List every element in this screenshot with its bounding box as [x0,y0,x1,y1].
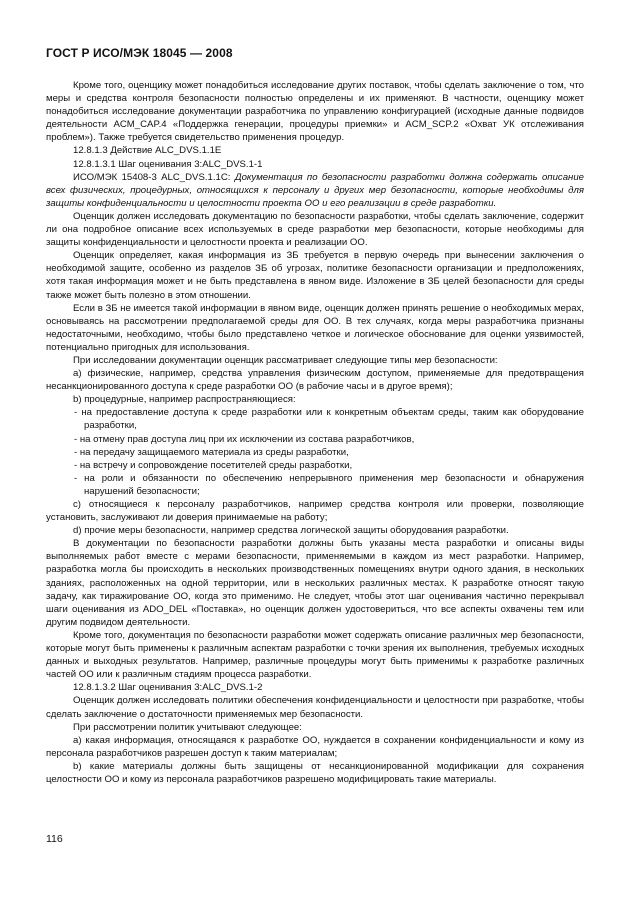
paragraph: Кроме того, оценщику может понадобиться исследование других поставок, чтобы сделать заключение о том, что меры и средства контроля безопасности полностью определены и их применяют. В частности, оценщику может понадобиться исследование документации разработчика по управлению конфигурацией (исходные данные подвидов деятельности ACM_CAP.4 «Поддержка генерации, процедуры приемки» и ACM_SCP.2 «Охват УК отслеживания проблем»). Также требуется свидетельство применения процедур. [46,80,584,144]
standard-requirement [46,171,584,210]
paragraph: Кроме того, документация по безопасности разработки может содержать описание различных мер безопасности, которые могут быть применены к различным аспектам разработки с точки зрения их выполнения, требуемых исходных данных и выходных результатов. Например, различные процедуры могут быть применимы к разработке различных частей ОО или к различным стадиям процесса разработки. [46,629,584,681]
list-item: b) процедурные, например распространяющиеся: [73,394,296,406]
step-heading: 12.8.1.3.2 Шаг оценивания 3:ALC_DVS.1-2 [73,682,263,694]
section-heading: 12.8.1.3 Действие ALC_DVS.1.1E [73,145,222,157]
dash-item: - на отмену прав доступа лиц при их исключении из состава разработчиков, [74,433,415,445]
list-item: a) физические, например, средства управления физическим доступом, применяемые для предотвращения несанкционированного доступа к среде разработки ОО (в рабочие часы и в другое время); [46,368,584,393]
requirement-text: Документация по безопасности разработки должна содержать описание всех физических, процедурных, относящихся к персоналу и других мер безопасности, которые необходимы для защиты конфиденциальности и целостности проекта ОО и его реализации в среде разработки. [46,171,584,209]
page-number: 116 [46,833,63,845]
dash-item: - на роли и обязанности по обеспечению непрерывного применения мер безопасности и обнаружения нарушений безопасности; [74,472,584,497]
page-header: ГОСТ Р ИСО/МЭК 18045 — 2008 [46,46,233,60]
dash-item: - на передачу защищаемого материала из среды разработки, [74,446,349,458]
dash-item: - на встречу и сопровождение посетителей среды разработки, [74,459,353,471]
list-item: b) какие материалы должны быть защищены от несанкционированной модификации для сохранения целостности ОО и кому из персонала разработчиков разрешено модифицировать такие материалы. [46,760,584,785]
paragraph: В документации по безопасности разработки должны быть указаны места разработки и описаны виды выполняемых работ вместе с мерами безопасности, применяемыми в каждом из мест разработки. Например, разработка могла бы происходить в нескольких производственных помещениях внутри одного здания, в нескольких зданиях, расположенных на одной территории, или в нескольких различных местах. К разработке относят такую задачу, как тиражирование ОО, когда это применимо. Не следует, чтобы этот шаг оценивания частично перекрывал шаги оценивания из ADO_DEL «Поставка», но оценщик должен удостовериться, что все аспекты охвачены тем или другим подвидом деятельности. [46,538,584,628]
paragraph: Если в ЗБ не имеется такой информации в явном виде, оценщик должен принять решение о необходимых мерах, основываясь на рассмотрении предполагаемой среды для ОО. В тех случаях, когда меры разработчика признаны недостаточными, необходимо, чтобы было представлено четкое и логическое обоснование для оценки уязвимостей, потенциально пригодных для использования. [46,302,585,353]
paragraph: Оценщик должен исследовать документацию по безопасности разработки, чтобы сделать заключение, содержит ли она подробное описание всех используемых в среде разработки мер безопасности, которые необходимы для защиты конфиденциальности и целостности проекта и реализации ОО. [46,210,584,249]
dash-item: - на предоставление доступа к среде разработки или к конкретным объектам среды, таким как оборудование разработки, [74,407,584,432]
list-item: a) какая информация, относящаяся к разработке ОО, нуждается в сохранении конфиденциальности и кому из персонала разработчиков разрешен доступ к таким материалам; [46,734,584,759]
list-item: c) относящиеся к персоналу разработчиков, например средства контроля или проверки, позволяющие установить, заслуживают ли доверия принимаемые на работу; [46,499,584,524]
paragraph: При рассмотрении политик учитывают следующее: [73,721,302,733]
paragraph: Оценщик должен исследовать политики обеспечения конфиденциальности и целостности при разработке, чтобы сделать заключение о достаточности применяемых мер безопасности. [46,695,584,720]
paragraph: Оценщик определяет, какая информация из ЗБ требуется в первую очередь при вынесении заключения о необходимой защите, особенно из разделов ЗБ об угрозах, политике безопасности организации и предположениях, хотя такая информация может и не быть представлена в явном виде. Изложение в ЗБ целей безопасности для среды также может быть полезно в этом отношении. [46,250,584,301]
step-heading: 12.8.1.3.1 Шаг оценивания 3:ALC_DVS.1-1 [73,158,263,170]
requirement-ref: ИСО/МЭК 15408-3 ALC_DVS.1.1C: [73,171,231,183]
page-content [46,79,584,786]
paragraph: При исследовании документации оценщик рассматривает следующие типы мер безопасности: [73,354,498,366]
list-item: d) прочие меры безопасности, например средства логической защиты оборудования разработки. [73,525,509,537]
